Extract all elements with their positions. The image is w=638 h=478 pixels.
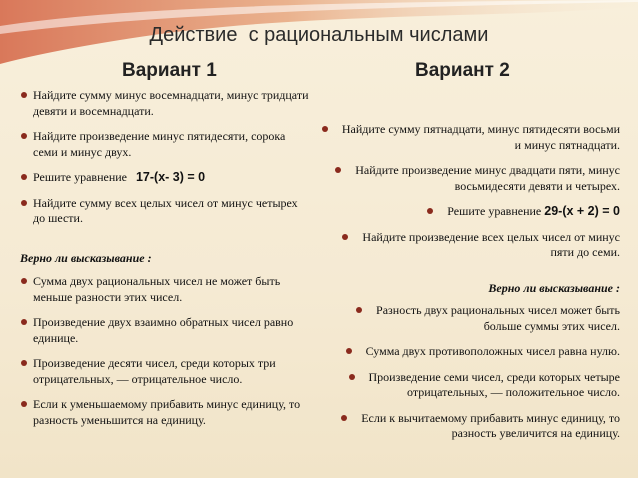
bullet-icon: [322, 126, 328, 132]
bullet-icon: [21, 200, 27, 206]
variant-2-column: [318, 122, 620, 452]
task-item: [318, 204, 620, 220]
task-text: Найдите сумму пятнадцати, минус пятидесяти восьми и минус пятнадцати.: [341, 122, 620, 152]
statement-text: Произведение семи чисел, среди которых четыре отрицательных, — положительное число.: [368, 369, 620, 399]
slide-title: Действие с рациональным числами: [149, 24, 489, 46]
task-item: [20, 196, 312, 227]
task-text: Решите уравнение: [447, 204, 542, 218]
statement-item: [318, 344, 620, 360]
statement-text: Произведение двух взаимно обратных чисел равно единице.: [33, 315, 294, 345]
task-item: [318, 163, 620, 194]
statement-text: Сумма двух противоположных чисел равна нулю.: [365, 344, 620, 358]
bullet-icon: [21, 278, 27, 284]
statement-item: [20, 274, 312, 305]
task-item: [318, 122, 620, 153]
task-item: [20, 129, 312, 160]
statement-text: Разность двух рациональных чисел может быть больше суммы этих чисел.: [376, 303, 620, 333]
true-false-heading: Верно ли высказывание :: [20, 250, 152, 265]
bullet-icon: [21, 92, 27, 98]
bullet-icon: [341, 415, 347, 421]
statement-text: Если к вычитаемому прибавить минус единицу, то разность увеличится на единицу.: [361, 410, 620, 440]
statement-text: Если к уменьшаемому прибавить минус единицу, то разность уменьшится на единицу.: [33, 397, 301, 427]
bullet-icon: [21, 174, 27, 180]
statement-item: [20, 315, 312, 346]
variant-1-label: Вариант 1: [122, 60, 217, 81]
task-text: Решите уравнение: [33, 170, 127, 184]
statement-item: [318, 370, 620, 401]
bullet-icon: [21, 319, 27, 325]
bullet-icon: [342, 234, 348, 240]
variant-1-column: [20, 88, 312, 438]
task-text: Найдите произведение минус двадцати пяти, минус восьмидесяти девяти и четырех.: [355, 163, 620, 193]
bullet-icon: [335, 167, 341, 173]
true-false-heading: Верно ли высказывание :: [488, 280, 620, 295]
equation: 29-(х + 2) = 0: [544, 204, 620, 218]
bullet-icon: [21, 401, 27, 407]
bullet-icon: [21, 360, 27, 366]
variant-2-label: Вариант 2: [415, 60, 510, 81]
task-text: Найдите произведение минус пятидесяти, сорока семи и минус двух.: [33, 129, 286, 159]
bullet-icon: [349, 374, 355, 380]
task-item: [318, 230, 620, 261]
statement-text: Произведение десяти чисел, среди которых три отрицательных, — отрицательное число.: [33, 356, 276, 386]
statement-item: [318, 411, 620, 442]
bullet-icon: [21, 133, 27, 139]
task-item: [20, 88, 312, 119]
bullet-icon: [427, 208, 433, 214]
bullet-icon: [346, 348, 352, 354]
statement-item: [20, 356, 312, 387]
task-item: [20, 170, 312, 186]
statement-item: [20, 397, 312, 428]
task-text: Найдите произведение всех целых чисел от минус пяти до семи.: [362, 229, 620, 259]
bullet-icon: [356, 307, 362, 313]
statement-text: Сумма двух рациональных чисел не может быть меньше разности этих чисел.: [33, 274, 281, 304]
equation: 17-(х- 3) = 0: [135, 170, 206, 184]
task-text: Найдите сумму минус восемнадцати, минус тридцати девяти и восемнадцати.: [33, 88, 309, 118]
statement-item: [318, 303, 620, 334]
task-text: Найдите сумму всех целых чисел от минус четырех до шести.: [33, 195, 298, 225]
